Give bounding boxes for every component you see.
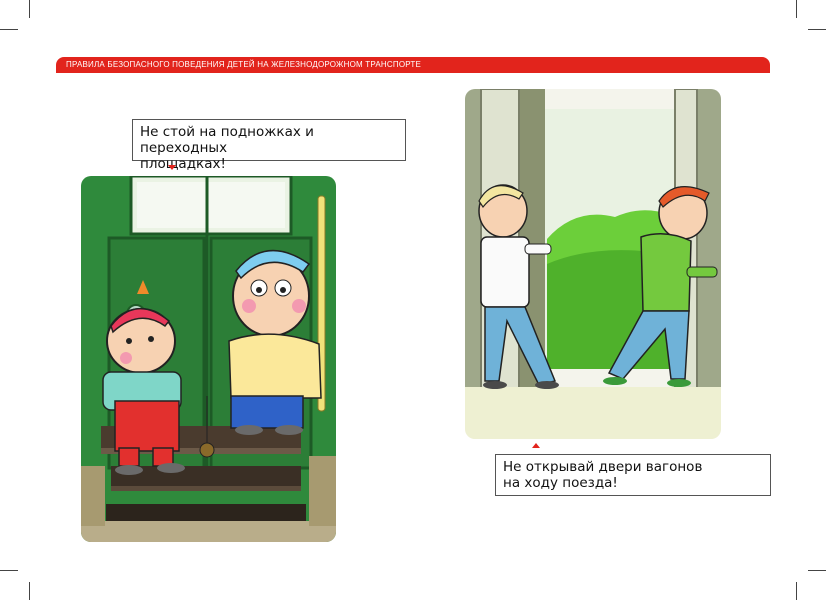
- illustration-open-doors: [465, 89, 721, 439]
- caption-line: Не открывай двери вагонов: [503, 459, 703, 475]
- caption-box-right: [495, 454, 771, 496]
- caption-box-left: [132, 119, 406, 172]
- crop-mark: [808, 570, 826, 571]
- crop-mark: [0, 570, 18, 571]
- crop-mark: [29, 0, 30, 18]
- caption-line: Не стой на подножках и переходных: [140, 124, 314, 156]
- illustration-train-steps: [81, 176, 336, 542]
- caption-pointer: [168, 165, 176, 170]
- header-banner: [56, 57, 770, 73]
- caption-line: площадках!: [140, 156, 226, 172]
- crop-mark: [808, 29, 826, 30]
- header-title: ПРАВИЛА БЕЗОПАСНОГО ПОВЕДЕНИЯ ДЕТЕЙ НА ЖЕЛЕЗНОДОРОЖНОМ ТРАНСПОРТЕ: [66, 60, 422, 69]
- crop-mark: [796, 582, 797, 600]
- crop-mark: [0, 29, 18, 30]
- crop-mark: [796, 0, 797, 18]
- caption-pointer: [532, 443, 540, 448]
- crop-mark: [29, 582, 30, 600]
- caption-line: на ходу поезда!: [503, 475, 618, 491]
